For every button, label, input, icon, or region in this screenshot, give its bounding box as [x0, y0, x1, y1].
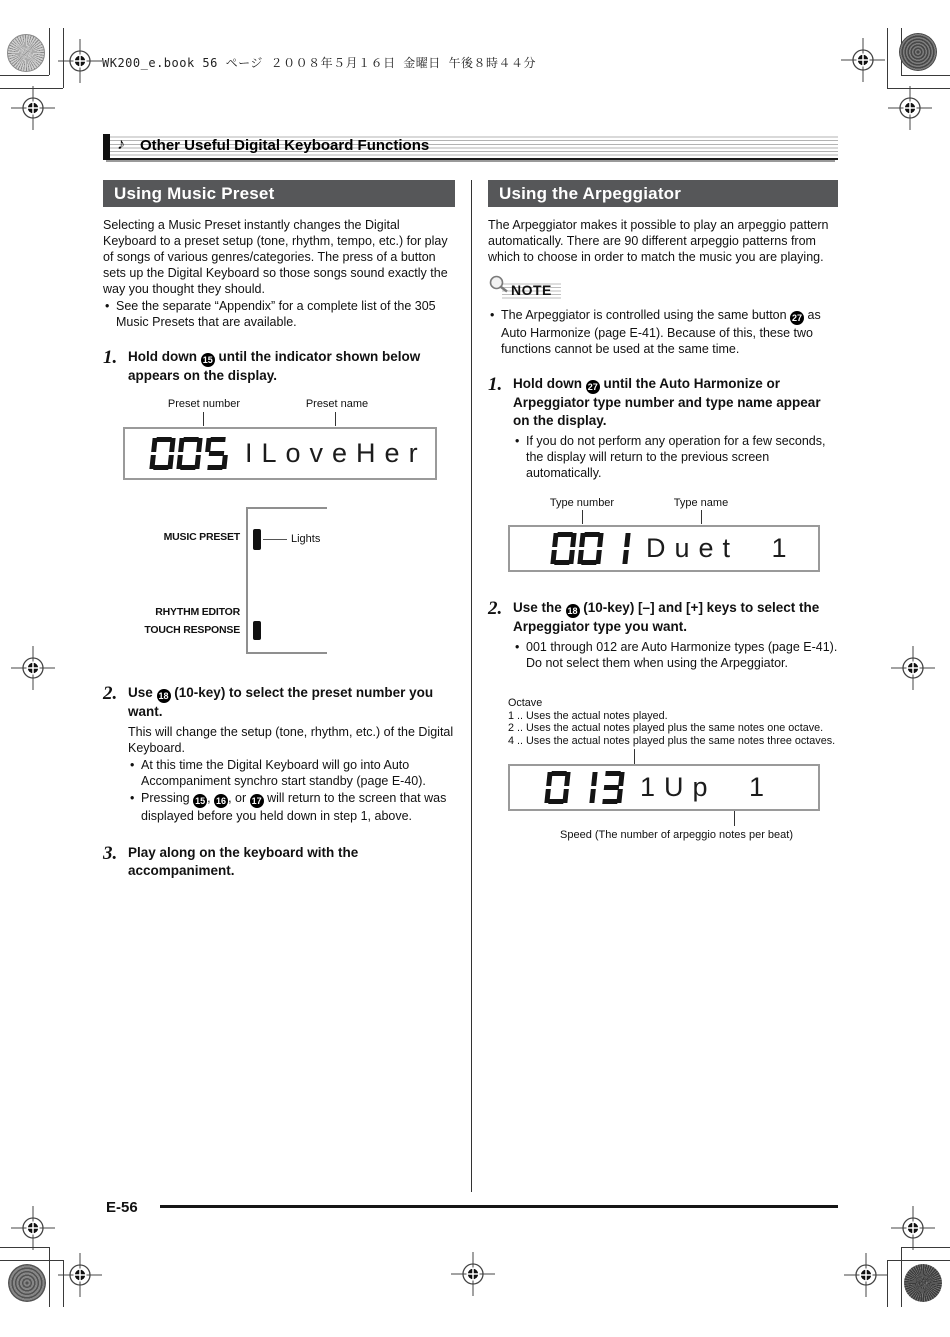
lcd-display — [123, 427, 437, 480]
lcd-display — [508, 525, 820, 572]
left-column-title: Using Music Preset — [103, 180, 455, 207]
trim-line — [49, 1247, 50, 1307]
step-bullet: • At this time the Digital Keyboard will go into Auto Accompaniment synchro start standby (page E-40). — [128, 757, 455, 789]
lcd-text: Duet 1 — [646, 533, 796, 563]
step-text-part: (10-key) to select the preset number you want. — [128, 685, 434, 719]
note-bullet — [488, 307, 838, 357]
panel-indicator-figure — [103, 502, 455, 662]
trim-line — [901, 1247, 950, 1248]
registration-mark — [890, 1205, 936, 1251]
left-step-3 — [103, 844, 455, 880]
type-number-label: Type number — [549, 497, 615, 509]
step-bullet: • 001 through 012 are Auto Harmonize types (page E-41). Do not select them when using the Arpeggiator. — [513, 639, 838, 671]
print-density-circle — [899, 33, 937, 71]
octave-line: 1 .. Uses the actual notes played. — [508, 709, 668, 722]
trim-line — [63, 28, 64, 88]
octave-title: Octave — [508, 697, 543, 709]
print-density-circle — [7, 34, 45, 72]
right-intro: The Arpeggiator makes it possible to play an arpeggio pattern automatically. There are 90 different arpeggio patterns from which to choose in order to match the music you are playing. — [488, 218, 829, 264]
lcd-display — [508, 764, 820, 811]
registration-mark — [887, 85, 933, 131]
trim-line — [0, 1247, 49, 1248]
registration-mark — [10, 85, 56, 131]
type-name-label: Type name — [673, 497, 729, 509]
print-density-circle — [904, 1264, 942, 1302]
pointer-line — [263, 539, 287, 540]
button-18-badge: 18 — [158, 691, 169, 701]
bullet-text-part: , or — [228, 791, 250, 805]
octave-legend — [508, 697, 838, 747]
lcd-text: ILoveHer — [245, 438, 427, 468]
registration-mark — [10, 645, 56, 691]
right-step-2 — [488, 599, 838, 671]
bullet-text-part: as Auto Harmonize (page E-41). Because of this, these two functions cannot be used at the same time. — [501, 308, 821, 356]
magnifier-icon — [488, 274, 510, 296]
pointer-line — [701, 510, 702, 524]
panel-outline — [246, 507, 327, 509]
octave-line: 4 .. Uses the actual notes played plus the same notes three octaves. — [508, 734, 836, 747]
lcd-digits — [552, 532, 633, 565]
step-text — [513, 599, 838, 636]
left-column — [103, 180, 455, 880]
step-number: 3. — [103, 843, 118, 864]
preset-number-label: Preset number — [167, 398, 241, 410]
step-text — [128, 348, 455, 385]
step-text-part: until the indicator shown below appears on the display. — [128, 349, 421, 383]
step-number: 1. — [103, 347, 118, 368]
preset-name-label: Preset name — [305, 398, 369, 410]
trim-line — [49, 28, 50, 75]
indicator-bar-lit — [253, 621, 261, 640]
button-16-badge: 16 — [216, 796, 227, 806]
indicator-bar-lit — [253, 529, 261, 550]
bullet-text-part: , — [207, 791, 215, 805]
bullet-text-part: will return to the screen that was displayed before you held down in step 1, above. — [141, 791, 447, 823]
button-15-badge: 15 — [202, 355, 213, 365]
step-text-part: Use the — [513, 600, 566, 615]
trim-line — [901, 1247, 902, 1307]
music-preset-label: MUSIC PRESET — [163, 531, 240, 543]
trim-line — [887, 1260, 950, 1261]
trim-line — [63, 1260, 64, 1307]
step-number: 2. — [488, 598, 503, 619]
trim-line — [887, 28, 888, 88]
step-text-part: (10-key) [–] and [+] keys to select the Arpeggiator type you want. — [513, 600, 820, 634]
right-column-title: Using the Arpeggiator — [488, 180, 838, 207]
panel-outline — [246, 652, 327, 654]
step-text: Play along on the keyboard with the accompaniment. — [128, 845, 359, 878]
pointer-line — [335, 412, 336, 426]
step-number: 2. — [103, 683, 118, 704]
button-18-badge: 18 — [567, 606, 578, 616]
step-text-part: Use — [128, 685, 157, 700]
section-title: Other Useful Digital Keyboard Functions — [140, 137, 430, 154]
trim-line — [0, 75, 49, 76]
section-header — [103, 134, 838, 160]
trim-line — [887, 1260, 888, 1307]
step-bullet — [128, 790, 455, 824]
trim-line — [0, 1260, 63, 1261]
print-job-header: WK200_e.book 56 ページ ２００８年５月１６日 金曜日 午後８時４４分 — [102, 56, 537, 70]
button-17-badge: 17 — [251, 796, 262, 806]
right-column — [488, 180, 838, 849]
trim-line — [0, 88, 63, 89]
step-bullet: • If you do not perform any operation for a few seconds, the display will return to the previous screen automatically. — [513, 433, 838, 481]
left-step-2 — [103, 684, 455, 824]
step-text — [128, 684, 455, 721]
pointer-line — [582, 510, 583, 524]
step-text-part: until the Auto Harmonize or Arpeggiator type number and type name appear on the display. — [513, 376, 821, 428]
step-text-part: Hold down — [513, 376, 586, 391]
octave-line: 2 .. Uses the actual notes played plus the same notes one octave. — [508, 722, 824, 734]
panel-outline — [246, 507, 248, 653]
lights-label: Lights — [291, 533, 321, 545]
note-callout — [488, 281, 838, 303]
step-text-part: Hold down — [128, 349, 201, 364]
lcd-digits — [151, 437, 232, 470]
registration-mark — [10, 1205, 56, 1251]
pointer-line — [634, 749, 635, 764]
step-text — [513, 375, 838, 430]
left-intro: Selecting a Music Preset instantly changes the Digital Keyboard to a preset setup (tone, rhythm, tempo, etc.) for play of songs of various genres/categories. The press of a button sets up the Digital Keyboard so those songs sound exactly the way you thought they should. — [103, 218, 448, 296]
registration-mark — [890, 645, 936, 691]
button-15-badge: 15 — [195, 796, 206, 806]
preset-display-figure — [103, 398, 455, 482]
button-27-badge: 27 — [792, 313, 803, 323]
footer-rule — [160, 1205, 838, 1208]
speed-label: Speed (The number of arpeggio notes per beat) — [560, 829, 793, 841]
pointer-line — [734, 811, 735, 826]
left-intro-bullet: • See the separate “Appendix” for a complete list of the 305 Music Presets that are available. — [103, 298, 455, 330]
registration-mark — [843, 1252, 889, 1298]
button-27-badge: 27 — [587, 382, 598, 392]
pointer-line — [203, 412, 204, 426]
left-step-1 — [103, 348, 455, 385]
registration-mark — [840, 37, 886, 83]
arpeggiator-type-figure — [488, 497, 838, 575]
lcd-digits — [546, 771, 627, 804]
section-header-bar — [103, 134, 110, 160]
arpeggiator-speed-figure — [488, 749, 838, 849]
step-number: 1. — [488, 374, 503, 395]
column-divider — [471, 180, 472, 1192]
step-body: This will change the setup (tone, rhythm, etc.) of the Digital Keyboard. — [128, 725, 454, 755]
bullet-text-part: Pressing — [141, 791, 194, 805]
lcd-text: 1Up 1 — [640, 772, 774, 802]
trim-line — [901, 75, 950, 76]
bullet-text-part: The Arpeggiator is controlled using the same button — [501, 308, 791, 322]
note-label: NOTE — [502, 281, 561, 299]
eighth-note-icon: ♪ — [117, 136, 125, 153]
trim-line — [887, 88, 950, 89]
registration-mark — [450, 1251, 496, 1297]
page-number: E-56 — [106, 1199, 138, 1216]
print-density-circle — [8, 1264, 46, 1302]
touch-response-label: TOUCH RESPONSE — [144, 624, 240, 636]
rhythm-editor-label: RHYTHM EDITOR — [155, 606, 240, 618]
right-step-1 — [488, 375, 838, 481]
